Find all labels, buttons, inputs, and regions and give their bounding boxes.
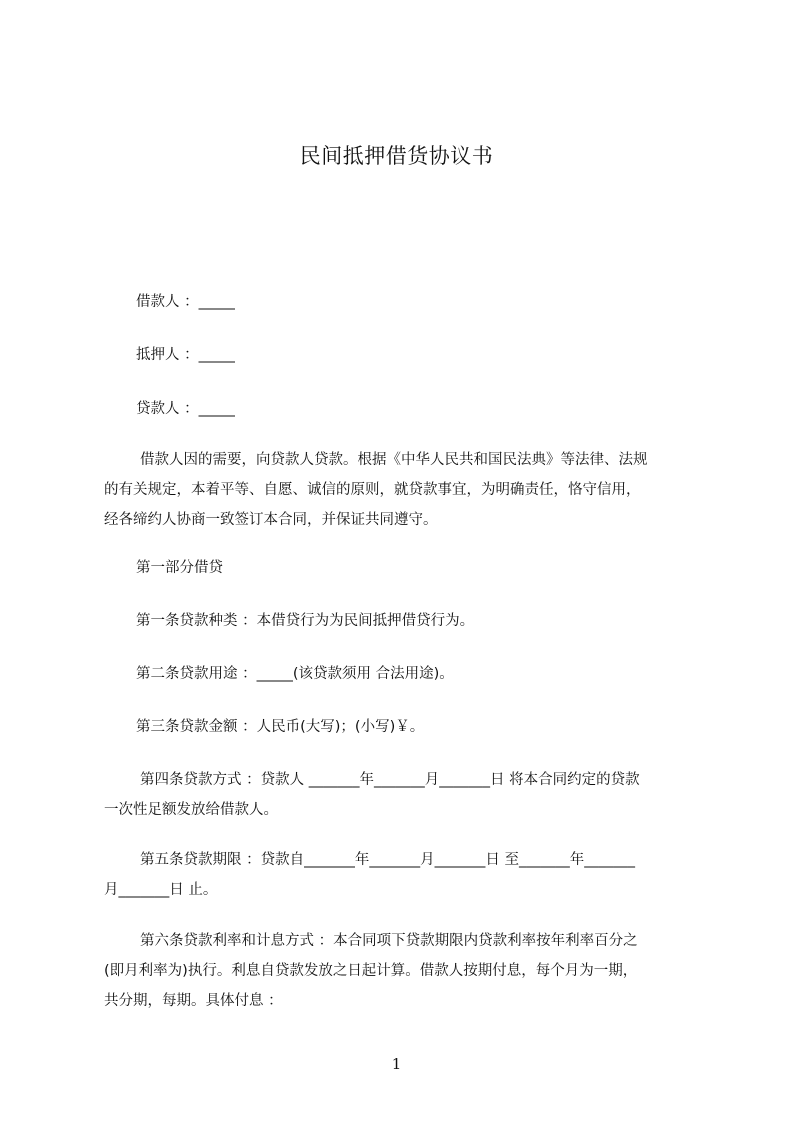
intro-paragraph: [104, 445, 704, 535]
mortgagor-line: 抵押人 ：_____: [136, 347, 235, 363]
lender-line: 贷款人 ：_____: [136, 401, 235, 417]
article-4: [104, 765, 704, 825]
article-6-line-3: 共分期，每期。具体付息 ：: [104, 993, 283, 1009]
article-3: 第三条贷款金额 ：人民币(大写)；(小写)￥。: [136, 719, 425, 735]
intro-line-3: 经各缔约人协商一致签订本合同，并保证共同遵守。: [104, 512, 438, 528]
article-5-line-2: 月_______日 止。: [104, 882, 218, 898]
page-number: 1: [391, 1055, 402, 1073]
document-title: 民间抵押借货协议书: [299, 144, 494, 168]
borrower-line: 借款人 ：_____: [136, 294, 235, 310]
article-4-line-2: 一次性足额发放给借款人。: [104, 802, 278, 818]
article-6-line-2: (即月利率为)执行。利息自贷款发放之日起计算。借款人按期付息，每个月为一期，: [104, 963, 638, 979]
intro-line-2: 的有关规定，本着平等、自愿、诚信的原则，就贷款事宜，为明确责任，恪守信用，: [104, 482, 641, 498]
article-6: [104, 926, 704, 1016]
article-4-line-1: 第四条贷款方式 ：贷款人 _______年_______月_______日 将本合同约定的贷款: [140, 772, 640, 788]
article-2: 第二条贷款用途 ：_____(该贷款须用 合法用途)。: [136, 666, 454, 682]
article-1: 第一条贷款种类 ：本借贷行为为民间抵押借贷行为。: [136, 613, 475, 629]
intro-line-1: 借款人因的需要，向贷款人贷款。根据《中华人民共和国民法典》等法律、法规: [140, 452, 648, 468]
article-5-line-1: 第五条贷款期限 ：贷款自_______年_______月_______日 至_______年_______: [140, 852, 635, 868]
part-one-heading: 第一部分借贷: [136, 560, 223, 576]
article-5: [104, 845, 704, 905]
article-6-line-1: 第六条贷款利率和计息方式 ：本合同项下贷款期限内贷款利率按年利率百分之: [140, 933, 638, 949]
